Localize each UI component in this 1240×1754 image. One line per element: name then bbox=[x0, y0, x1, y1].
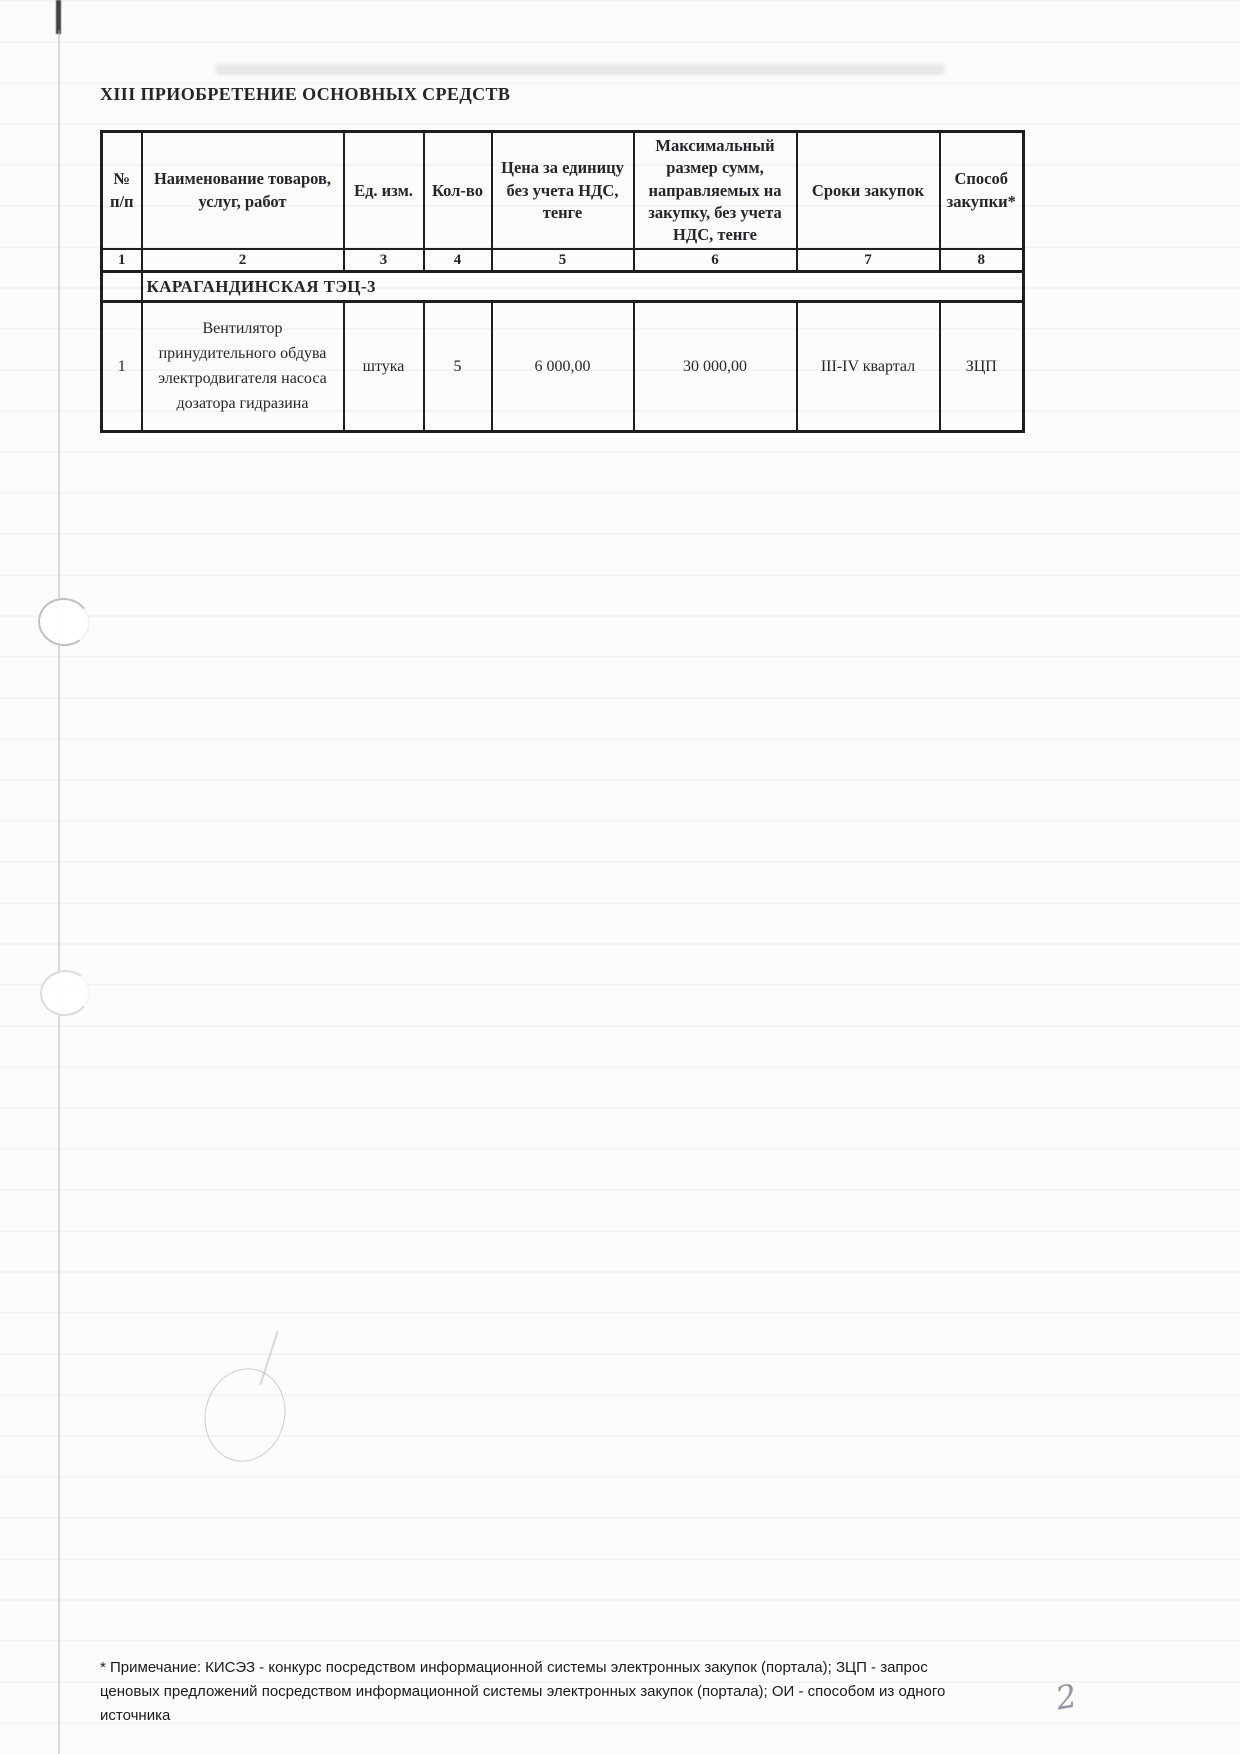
section-empty-cell bbox=[102, 272, 142, 302]
col-index: 8 bbox=[940, 249, 1024, 272]
col-index: 7 bbox=[797, 249, 940, 272]
cell-max-sum: 30 000,00 bbox=[634, 302, 797, 432]
cell-method: ЗЦП bbox=[940, 302, 1024, 432]
col-header-period: Сроки закупок bbox=[797, 132, 940, 250]
ink-bleed-through bbox=[215, 64, 945, 75]
col-index: 2 bbox=[142, 249, 344, 272]
col-header-num: № п/п bbox=[102, 132, 142, 250]
procurement-table bbox=[100, 130, 1025, 433]
col-header-qty: Кол-во bbox=[424, 132, 492, 250]
scan-fold-line bbox=[58, 30, 60, 1754]
column-number-row bbox=[102, 249, 1024, 272]
col-index: 5 bbox=[492, 249, 634, 272]
col-header-maxsum: Максимальный размер сумм, направляемых на закупку, без учета НДС, тенге bbox=[634, 132, 797, 250]
scan-fold-line-dark bbox=[56, 0, 61, 34]
cell-unit: штука bbox=[344, 302, 424, 432]
cell-period: III-IV квартал bbox=[797, 302, 940, 432]
section-title: КАРАГАНДИНСКАЯ ТЭЦ-3 bbox=[142, 272, 1024, 302]
cell-row-number: 1 bbox=[102, 302, 142, 432]
col-header-method: Способ закупки* bbox=[940, 132, 1024, 250]
col-index: 6 bbox=[634, 249, 797, 272]
footnote: * Примечание: КИСЭЗ - конкурс посредством информационной системы электронных закупок (портала); ЗЦП - запрос ценовых предложений посредством информационной системы электронных закупок (портала); ОИ - способом из одного источника bbox=[100, 1659, 946, 1724]
table-header-row bbox=[102, 132, 1024, 250]
col-index: 4 bbox=[424, 249, 492, 272]
handwritten-page-number: 2 bbox=[1052, 1676, 1080, 1718]
cell-quantity: 5 bbox=[424, 302, 492, 432]
col-index: 1 bbox=[102, 249, 142, 272]
cell-unit-price: 6 000,00 bbox=[492, 302, 634, 432]
col-index: 3 bbox=[344, 249, 424, 272]
section-row bbox=[102, 272, 1024, 302]
cell-item-name: Вентилятор принудительного обдува электродвигателя насоса дозатора гидразина bbox=[142, 302, 344, 432]
punch-hole bbox=[35, 595, 93, 650]
col-header-name: Наименование товаров, услуг, работ bbox=[142, 132, 344, 250]
table-row bbox=[102, 302, 1024, 432]
col-header-price: Цена за единицу без учета НДС, тенге bbox=[492, 132, 634, 250]
punch-hole bbox=[38, 968, 93, 1019]
col-header-unit: Ед. изм. bbox=[344, 132, 424, 250]
page-title: XIII ПРИОБРЕТЕНИЕ ОСНОВНЫХ СРЕДСТВ bbox=[100, 84, 511, 104]
pen-mark-artifact bbox=[195, 1360, 295, 1471]
